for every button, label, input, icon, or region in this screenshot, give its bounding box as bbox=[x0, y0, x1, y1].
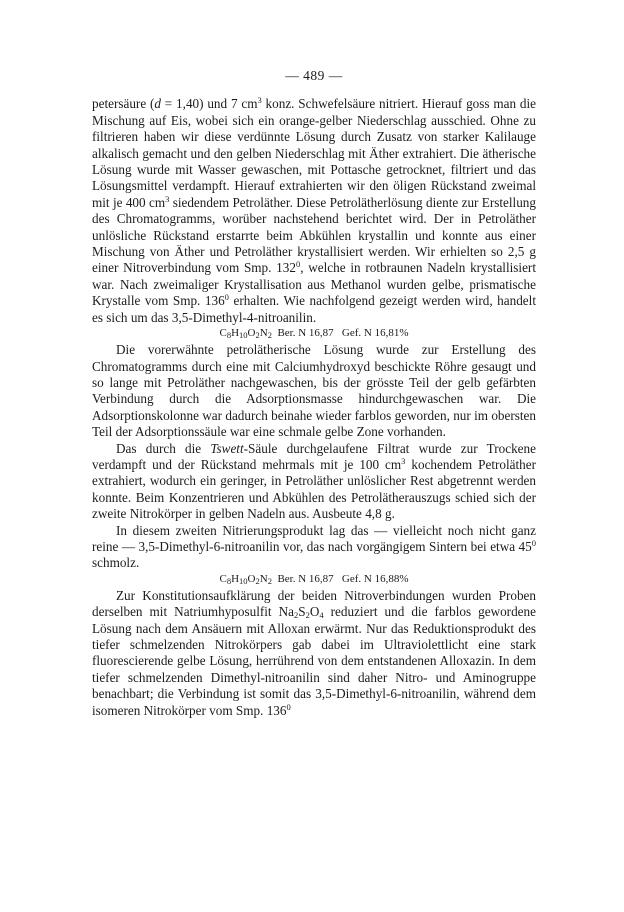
text-run: schmolz. bbox=[92, 555, 140, 571]
subscript: 10 bbox=[239, 575, 248, 586]
text-run: reduziert und die farblos gewordene Lösung nach dem Ansäuern mit Alloxan erwärmt. Nur das Reduktionsprodukt des tiefer schmelzenden Nitrokörpers gab dabei im Ultraviolettlicht eine stark fluorescierende gelbe Lösung, herrührend von dem entstandenen Alloxazin. In dem tiefer schmelzenden Dimethyl-nitroanilin sind daher Nitro- und Aminogruppe benachbart; die Verbindung ist somit das 3,5-Dimethyl-6-nitroanilin, während dem isomeren Nitrokörper vom Smp. 136 bbox=[92, 604, 536, 718]
element-symbol: O bbox=[247, 572, 256, 585]
subscript: 2 bbox=[255, 575, 260, 586]
text-run: Zur Konstitutionsaufklärung der beiden Nitroverbindungen wurden Proben derselben mit Natriumhyposulfit Na bbox=[92, 587, 536, 620]
element-symbol: S bbox=[298, 604, 306, 620]
paragraph-second-product bbox=[92, 523, 536, 572]
subscript: 8 bbox=[226, 330, 232, 341]
text-run: konz. Schwefelsäure nitriert. Hierauf goss man die Mischung auf Eis, wobei sich ein orange-gelber Niederschlag ausschied. Ohne zu filtrieren haben wir diese verdünnte Lösung durch Zusatz von starker Kalilauge alkalisch gemacht und den gelben Niederschlag mit Äther extrahiert. Die ätherische Lösung wurde mit Wasser gewaschen, mit Pottasche getrocknet, filtriert und das Lösungsmittel verdampft. Hierauf extrahierten wir den öligen Rückstand zweimal mit je 400 cm bbox=[92, 96, 536, 210]
subscript: 2 bbox=[267, 330, 272, 341]
paragraph-nitration bbox=[92, 96, 536, 326]
element-symbol: H bbox=[231, 572, 240, 585]
text-run: , welche in rotbraunen Nadeln krystallisiert war. Nach zweimaliger Krystallisation aus Methanol wurden gelbe, prismatische Krystalle vom Smp. 136 bbox=[92, 260, 536, 309]
document-page bbox=[92, 68, 536, 719]
text-run: = 1,40) und 7 cm bbox=[160, 96, 258, 112]
degree-superscript: 0 bbox=[295, 259, 301, 270]
element-symbol: N bbox=[259, 572, 268, 585]
subscript: 2 bbox=[305, 610, 310, 621]
density-symbol: d bbox=[154, 96, 161, 112]
analysis-values: Ber. N 16,87 Gef. N 16,81% bbox=[271, 327, 409, 340]
degree-superscript: 0 bbox=[531, 537, 536, 548]
text-run: kochendem Petroläther extrahiert, wodurch ein geringer, in Petroläther unlöslicher Rest abgetrennt werden konnte. Beim Konzentrieren und Abkühlen des Petrolätherauszugs schied sich der zweite Nitrokörper in gelben Nadeln aus. Ausbeute 4,8 g. bbox=[92, 456, 536, 522]
subscript: 8 bbox=[226, 575, 232, 586]
analysis-formula-2 bbox=[92, 572, 536, 587]
element-symbol: C bbox=[219, 327, 227, 340]
element-symbol: O bbox=[309, 604, 320, 620]
text-run: petersäure ( bbox=[92, 96, 155, 112]
text-run: In diesem zweiten Nitrierungsprodukt lag das — vielleicht noch nicht ganz reine — 3,5-Dimethyl-6-nitroanilin vor, das nach vorgängigem Sintern bei etwa 45 bbox=[92, 522, 536, 554]
subscript: 2 bbox=[294, 610, 299, 621]
degree-superscript: 0 bbox=[286, 701, 291, 712]
element-symbol: C bbox=[219, 572, 227, 585]
text-run: siedendem Petroläther. Diese Petrolätherlösung diente zur Erstellung des Chromatogramms, worüber nachstehend berichtet wird. Der in Petroläther unlösliche Rückstand erstarrte beim Abkühlen krystallin und konnte aus einer Mischung von Äther und Petroläther krystallisiert werden. Wir erhielten so 2,5 g einer Nitroverbindung vom Smp. 132 bbox=[92, 194, 536, 276]
text-run: -Säule durchgelaufene Filtrat wurde zur Trockene verdampft und der Rückstand mehrmals mit je 100 cm bbox=[92, 440, 536, 472]
paragraph-chromatogram: Die vorerwähnte petrolätherische Lösung wurde zur Erstellung des Chromatogramms durch eine mit Calciumhydroxyd beschickte Röhre gesaugt und so lange mit Petroläther nachgewaschen, bis der grösste Teil der gelb gefärbten Verbindung durch die Adsorptionsmasse hindurchgewaschen war. Die Adsorptionskolonne war dadurch beinahe wieder farblos geworden, nur im obersten Teil der Adsorptionssäule war eine schmale gelbe Zone vorhanden. bbox=[92, 342, 536, 440]
element-symbol: N bbox=[259, 327, 268, 340]
paragraph-filtrate bbox=[92, 441, 536, 523]
subscript: 4 bbox=[319, 610, 324, 621]
subscript: 2 bbox=[267, 575, 272, 586]
text-run: Das durch die bbox=[116, 440, 211, 456]
paragraph-constitution bbox=[92, 588, 536, 719]
analysis-formula-1 bbox=[92, 326, 536, 341]
superscript: 3 bbox=[401, 455, 406, 466]
degree-superscript: 0 bbox=[224, 292, 229, 303]
element-symbol: H bbox=[231, 327, 240, 340]
text-run: erhalten. Wie nachfolgend gezeigt werden wird, handelt es sich um das 3,5-Dimethyl-4-nitroanilin. bbox=[92, 293, 536, 325]
subscript: 10 bbox=[239, 330, 248, 341]
superscript: 3 bbox=[257, 95, 262, 106]
page-number: — 489 — bbox=[285, 68, 343, 83]
analysis-values: Ber. N 16,87 Gef. N 16,88% bbox=[271, 572, 409, 585]
element-symbol: O bbox=[247, 327, 256, 340]
subscript: 2 bbox=[255, 330, 260, 341]
superscript: 3 bbox=[165, 193, 170, 204]
tswett-name: Tswett bbox=[210, 440, 244, 456]
